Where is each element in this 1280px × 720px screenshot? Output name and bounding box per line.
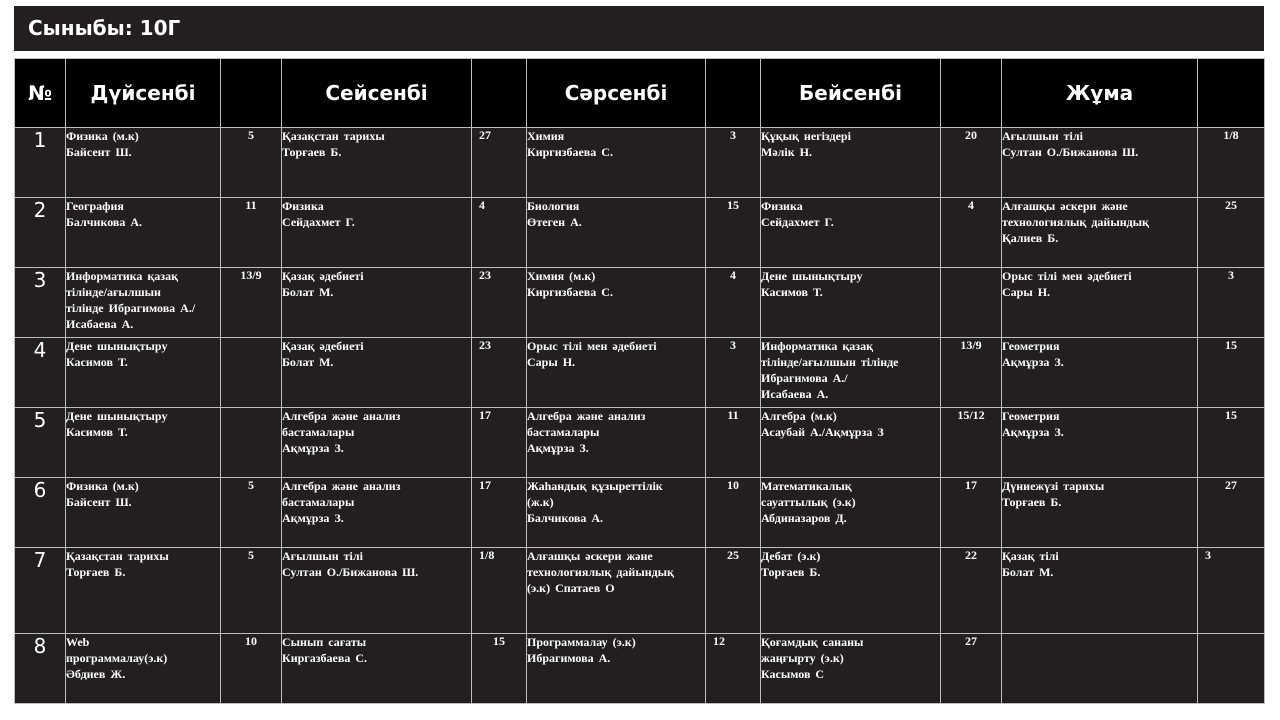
lesson-room: 20 xyxy=(941,128,1002,198)
lesson-row xyxy=(15,478,1265,548)
lesson-room: 4 xyxy=(941,198,1002,268)
lesson-subject: Қоғамдық сананы жаңғырту (э.к) Касымов С xyxy=(761,634,941,704)
lesson-subject: Дебат (э.к) Торғаев Б. xyxy=(761,548,941,634)
lesson-room: 15/12 xyxy=(941,408,1002,478)
header-room-col xyxy=(472,59,527,128)
lesson-subject: Қазақ әдебиеті Болат М. xyxy=(282,268,472,338)
lesson-number: 7 xyxy=(15,548,66,634)
lesson-subject: Жаһандық құзыреттілік (ж.к) Балчикова А. xyxy=(527,478,706,548)
lesson-subject: Ағылшын тілі Султан О./Бижанова Ш. xyxy=(282,548,472,634)
lesson-subject: Алгебра және анализ бастамалары Ақмұрза З. xyxy=(282,478,472,548)
lesson-subject: Физика (м.к) Байсент Ш. xyxy=(66,478,221,548)
lesson-room: 27 xyxy=(941,634,1002,704)
lesson-row xyxy=(15,268,1265,338)
lesson-subject: Математикалық сауаттылық (э.к) Абдиназаров Д. xyxy=(761,478,941,548)
lesson-room xyxy=(221,408,282,478)
lesson-subject: Дене шынықтыру Касимов Т. xyxy=(66,338,221,408)
lesson-room: 1/8 xyxy=(472,548,527,634)
lesson-room: 23 xyxy=(472,268,527,338)
header-day-monday: Дүйсенбі xyxy=(66,59,221,128)
header-day-tuesday: Сейсенбі xyxy=(282,59,472,128)
lesson-row xyxy=(15,338,1265,408)
lesson-room: 25 xyxy=(706,548,761,634)
lesson-room: 15 xyxy=(1198,338,1265,408)
header-number: № xyxy=(15,59,66,128)
lesson-subject: Геометрия Ақмұрза З. xyxy=(1002,408,1198,478)
lesson-subject: Информатика қазақ тілінде/ағылшын тілінде Ибрагимова А./ Исабаева А. xyxy=(761,338,941,408)
lesson-room: 5 xyxy=(221,548,282,634)
lesson-room: 15 xyxy=(472,634,527,704)
lesson-room: 17 xyxy=(472,478,527,548)
lesson-subject: Физика Сейдахмет Г. xyxy=(761,198,941,268)
header-room-col xyxy=(221,59,282,128)
lesson-room: 4 xyxy=(472,198,527,268)
lesson-subject: Биология Өтеген А. xyxy=(527,198,706,268)
lesson-subject: Қазақстан тарихы Торғаев Б. xyxy=(282,128,472,198)
lesson-room: 12 xyxy=(706,634,761,704)
lesson-subject: Web программалау(э.к) Әбдиев Ж. xyxy=(66,634,221,704)
lesson-subject: География Балчикова А. xyxy=(66,198,221,268)
lesson-number: 8 xyxy=(15,634,66,704)
lesson-row xyxy=(15,548,1265,634)
lesson-room: 3 xyxy=(1198,548,1265,634)
lesson-room: 5 xyxy=(221,128,282,198)
lesson-number: 6 xyxy=(15,478,66,548)
lesson-room: 11 xyxy=(221,198,282,268)
header-room-col xyxy=(941,59,1002,128)
lesson-room xyxy=(221,338,282,408)
lesson-subject: Химия (м.к) Киргизбаева С. xyxy=(527,268,706,338)
lesson-subject: Қазақ тілі Болат М. xyxy=(1002,548,1198,634)
lesson-room: 11 xyxy=(706,408,761,478)
lesson-number: 4 xyxy=(15,338,66,408)
lesson-subject: Алгебра (м.к) Асаубай А./Ақмұрза З xyxy=(761,408,941,478)
header-room-col xyxy=(706,59,761,128)
header-row xyxy=(15,59,1265,128)
lesson-subject: Программалау (э.к) Ибрагимова А. xyxy=(527,634,706,704)
lesson-subject: Физика (м.к) Байсент Ш. xyxy=(66,128,221,198)
lesson-room: 25 xyxy=(1198,198,1265,268)
lesson-subject: Қазақ әдебиеті Болат М. xyxy=(282,338,472,408)
lesson-subject: Сынып сағаты Киргазбаева С. xyxy=(282,634,472,704)
lesson-subject: Дене шынықтыру Касимов Т. xyxy=(761,268,941,338)
lesson-subject: Құқық негіздері Мәлік Н. xyxy=(761,128,941,198)
lesson-room: 3 xyxy=(1198,268,1265,338)
lesson-subject: Алгебра және анализ бастамалары Ақмұрза З. xyxy=(282,408,472,478)
lesson-number: 5 xyxy=(15,408,66,478)
lesson-room: 1/8 xyxy=(1198,128,1265,198)
lesson-row xyxy=(15,128,1265,198)
lesson-room: 13/9 xyxy=(941,338,1002,408)
lesson-subject: Дүниежүзі тарихы Торғаев Б. xyxy=(1002,478,1198,548)
lesson-room xyxy=(1198,634,1265,704)
lesson-room: 10 xyxy=(706,478,761,548)
class-title: Сыныбы: 10Г xyxy=(14,6,1264,51)
header-day-friday: Жұма xyxy=(1002,59,1198,128)
header-day-thursday: Бейсенбі xyxy=(761,59,941,128)
header-room-col xyxy=(1198,59,1265,128)
lesson-room: 3 xyxy=(706,128,761,198)
lesson-number: 2 xyxy=(15,198,66,268)
lesson-number: 1 xyxy=(15,128,66,198)
lesson-room: 10 xyxy=(221,634,282,704)
lesson-row xyxy=(15,634,1265,704)
lesson-room: 17 xyxy=(941,478,1002,548)
lesson-room: 3 xyxy=(706,338,761,408)
lesson-room: 15 xyxy=(706,198,761,268)
header-day-wednesday: Сәрсенбі xyxy=(527,59,706,128)
lesson-row xyxy=(15,408,1265,478)
lesson-row xyxy=(15,198,1265,268)
lesson-subject: Орыс тілі мен әдебиеті Сары Н. xyxy=(527,338,706,408)
lesson-room: 27 xyxy=(472,128,527,198)
lesson-room xyxy=(941,268,1002,338)
lesson-room: 22 xyxy=(941,548,1002,634)
lesson-subject: Химия Киргизбаева С. xyxy=(527,128,706,198)
lesson-room: 5 xyxy=(221,478,282,548)
lesson-subject: Дене шынықтыру Касимов Т. xyxy=(66,408,221,478)
lesson-room: 13/9 xyxy=(221,268,282,338)
lesson-subject: Қазақстан тарихы Торғаев Б. xyxy=(66,548,221,634)
lesson-subject: Алгебра және анализ бастамалары Ақмұрза З. xyxy=(527,408,706,478)
lesson-subject: Ағылшын тілі Султан О./Бижанова Ш. xyxy=(1002,128,1198,198)
lesson-room: 27 xyxy=(1198,478,1265,548)
timetable xyxy=(14,58,1265,704)
lesson-room: 17 xyxy=(472,408,527,478)
lesson-subject: Геометрия Ақмұрза З. xyxy=(1002,338,1198,408)
lesson-subject: Информатика қазақ тілінде/ағылшын тілінде Ибрагимова А./ Исабаева А. xyxy=(66,268,221,338)
lesson-subject: Алғашқы әскери және технологиялық дайындық (э.к) Спатаев О xyxy=(527,548,706,634)
lesson-room: 23 xyxy=(472,338,527,408)
lesson-subject: Физика Сейдахмет Г. xyxy=(282,198,472,268)
lesson-room: 15 xyxy=(1198,408,1265,478)
lesson-subject: Алғашқы әскери және технологиялық дайындық Қалиев Б. xyxy=(1002,198,1198,268)
lesson-subject: Орыс тілі мен әдебиеті Сары Н. xyxy=(1002,268,1198,338)
lesson-room: 4 xyxy=(706,268,761,338)
lesson-number: 3 xyxy=(15,268,66,338)
lesson-subject xyxy=(1002,634,1198,704)
